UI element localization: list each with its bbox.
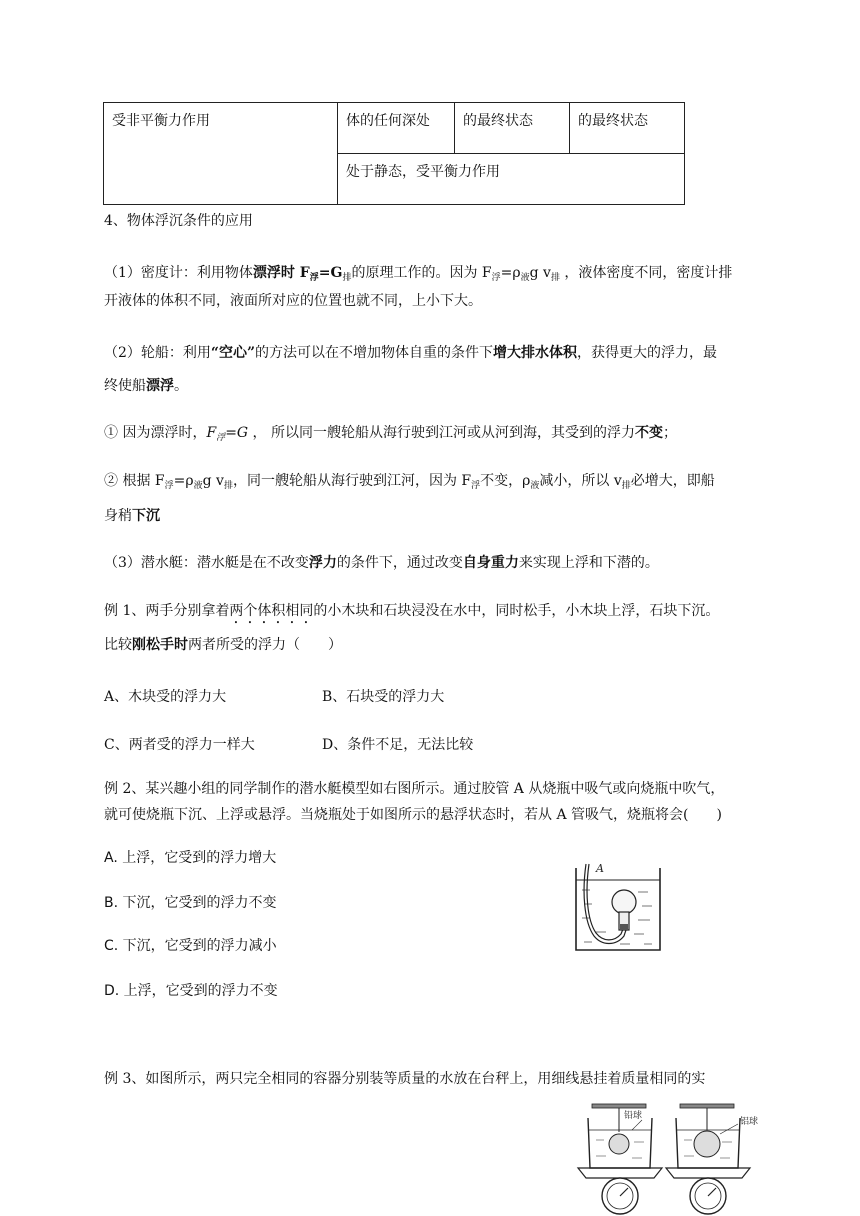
- bold-text: 漂浮: [146, 378, 174, 394]
- para-point-2-line1: [104, 470, 715, 497]
- table-cell-final-state-2: 的最终状态: [570, 103, 685, 154]
- para-point-2-line2: [104, 505, 160, 527]
- text: 的原理工作的。因为 F: [351, 265, 492, 281]
- text: （1）密度计：利用物体: [104, 265, 253, 281]
- submarine-model-figure: [572, 862, 664, 954]
- text: 例 1、两手分别拿着: [104, 603, 230, 619]
- bold-text: “空心”: [210, 345, 256, 361]
- text: ，液体密度不同，密度计排: [559, 265, 733, 281]
- lead-ball-label: 铅球: [624, 1111, 643, 1121]
- text: 的小木块和石块浸没在水中，同时松手，小木块上浮，石块下沉。: [313, 603, 720, 619]
- example-2-option-a: A. 上浮，它受到的浮力增大: [104, 850, 277, 866]
- text: 。: [174, 378, 188, 394]
- subscript: 排: [342, 273, 352, 283]
- example-1-option-a: A、木块受的浮力大: [104, 689, 227, 705]
- subscript: 液: [520, 273, 530, 283]
- text: 不变，ρ: [480, 473, 531, 489]
- text: 比较: [104, 637, 132, 653]
- subscript: 浮: [164, 481, 174, 491]
- example-3-line1: 例 3、如图所示，两只完全相同的容器分别装等质量的水放在台秤上，用细线悬挂着质量相同的实: [104, 1071, 706, 1087]
- aluminum-ball-label: 铝球: [740, 1117, 759, 1127]
- text: （3）潜水艇：潜水艇是在不改变: [104, 555, 309, 571]
- text: =ρ: [173, 473, 194, 489]
- italic-text: =G: [225, 425, 249, 441]
- table-cell-unbalanced: 受非平衡力作用: [104, 103, 338, 205]
- text: ① 因为漂浮时，: [104, 425, 207, 441]
- text: ，同一艘轮船从海行驶到江河，因为 F: [232, 473, 472, 489]
- table-cell-depth: 体的任何深处: [338, 103, 455, 154]
- subscript: 浮: [471, 481, 481, 491]
- example-2-line2: 就可使烧瓶下沉、上浮或悬浮。当烧瓶处于如图所示的悬浮状态时，若从 A 管吸气，烧瓶将会( ): [104, 807, 722, 823]
- text: 减小，所以 v: [539, 473, 622, 489]
- subscript: 排: [621, 481, 631, 491]
- bold-text: 增大排水体积: [493, 345, 578, 361]
- subscript: 浮: [491, 273, 501, 283]
- para-density-meter-line2: 开液体的体积不同，液面所对应的位置也就不同，上小下大。: [104, 293, 482, 309]
- example-2-option-b: B. 下沉，它受到的浮力不变: [104, 895, 277, 911]
- left-apparatus: [578, 1104, 662, 1214]
- bold-text: 刚松手时: [132, 637, 188, 653]
- text: 的方法可以在不增加物体自重的条件下: [255, 345, 494, 361]
- example-2-option-d: D. 上浮，它受到的浮力不变: [104, 983, 278, 999]
- text: ，获得更大的浮力，最: [577, 345, 718, 361]
- text: 身稍: [104, 508, 132, 524]
- subscript: 液: [530, 481, 540, 491]
- text: （2）轮船：利用: [104, 345, 211, 361]
- bold-text: 下沉: [132, 508, 160, 524]
- italic-text: F: [206, 425, 217, 441]
- text: =ρ: [500, 265, 521, 281]
- text: g v: [529, 265, 551, 281]
- scales-figure: [574, 1100, 770, 1216]
- bold-text: 不变: [635, 425, 664, 441]
- example-1-option-b: B、石块受的浮力大: [322, 689, 445, 705]
- subscript: 液: [193, 481, 203, 491]
- bold-text: F: [294, 265, 310, 281]
- buoyancy-table: [103, 102, 685, 205]
- text: 的条件下，通过改变: [336, 555, 463, 571]
- subscript: 排: [550, 273, 560, 283]
- bold-text: 漂浮时: [252, 265, 295, 281]
- bold-text: 自身重力: [462, 555, 519, 571]
- text: 来实现上浮和下潜的。: [518, 555, 659, 571]
- right-apparatus: [666, 1104, 758, 1214]
- text: 两者所受的浮力（ ）: [188, 637, 342, 653]
- example-2-line1: 例 2、某兴趣小组的同学制作的潜水艇模型如右图所示。通过胶管 A 从烧瓶中吸气或向烧瓶中吹气，: [104, 781, 725, 797]
- section-heading-4: 4、物体浮沉条件的应用: [104, 213, 253, 229]
- example-1-option-d: D、条件不足，无法比较: [322, 737, 474, 753]
- text: g v: [202, 473, 224, 489]
- para-ship-line2: [104, 375, 188, 397]
- text: ， 所以同一艘轮船从海行驶到江河或从河到海，其受到的浮力: [248, 425, 636, 441]
- text: ；: [663, 425, 678, 441]
- tube-label: A: [596, 862, 604, 875]
- example-1-line1: [104, 600, 719, 627]
- para-point-1: [104, 422, 677, 449]
- subscript: 浮: [216, 433, 226, 443]
- subscript: 排: [223, 481, 233, 491]
- text: 终使船: [104, 378, 146, 394]
- para-density-meter-line1: [104, 262, 732, 289]
- example-1-option-c: C、两者受的浮力一样大: [104, 737, 255, 753]
- text: ② 根据 F: [104, 473, 165, 489]
- text: 必增大，即船: [630, 473, 715, 489]
- bold-text: =G: [318, 265, 343, 281]
- table-cell-final-state-1: 的最终状态: [455, 103, 570, 154]
- para-submarine: [104, 552, 659, 574]
- emphasis-text: 两个体积相同: [229, 603, 314, 619]
- example-2-option-c: C. 下沉，它受到的浮力减小: [104, 938, 277, 954]
- para-ship-line1: [104, 342, 717, 364]
- example-1-line2: [104, 634, 342, 656]
- table-cell-static: 处于静态，受平衡力作用: [338, 154, 685, 205]
- subscript: 浮: [309, 273, 319, 283]
- bold-text: 浮力: [308, 555, 337, 571]
